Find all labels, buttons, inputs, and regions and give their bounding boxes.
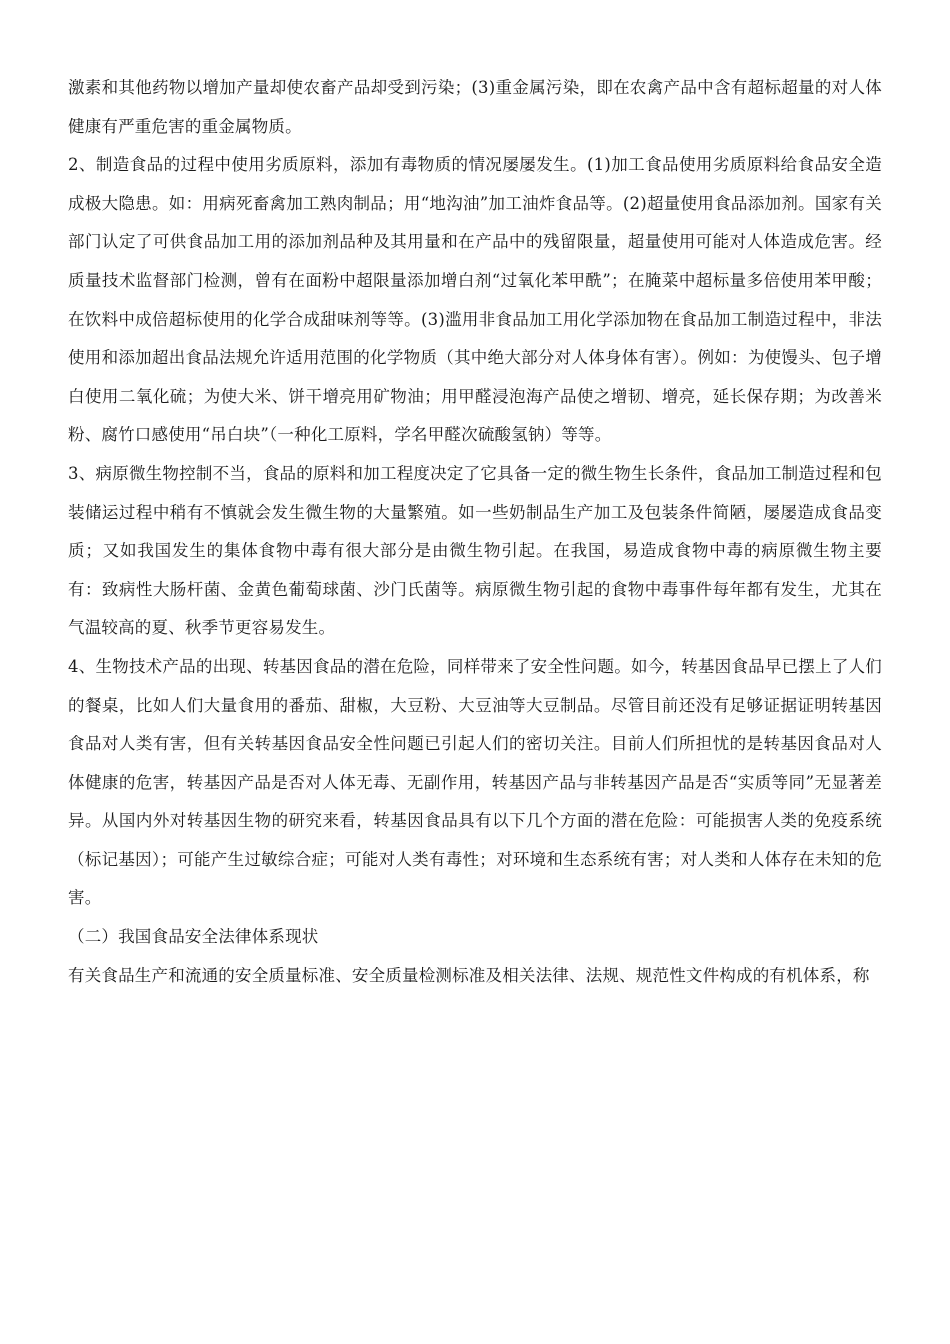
section-heading: （二）我国食品安全法律体系现状 (68, 927, 319, 947)
paragraph-gm-food: 4、生物技术产品的出现、转基因食品的潜在危险，同样带来了安全性问题。如今，转基因食品早已摆上了人们的餐桌，比如人们大量食用的番茄、甜椒，大豆粉、大豆油等大豆制品。尽管目前还没有足够证据证明转基因食品对人类有害，但有关转基因食品安全性问题已引起人们的密切关注。目前人们所担忧的是转基因食品对人体健康的危害，转基因产品是否对人体无毒、无副作用，转基因产品与非转基因产品是否“实质等同”无显著差异。从国内外对转基因生物的研究来看，转基因食品具有以下几个方面的潜在危险：可能损害人类的免疫系统（标记基因）；可能产生过敏综合症；可能对人类有毒性；对环境和生态系统有害；对人类和人体存在未知的危害。 (68, 656, 882, 908)
paragraph-microorganisms: 3、病原微生物控制不当，食品的原料和加工程度决定了它具备一定的微生物生长条件，食品加工制造过程和包装储运过程中稍有不慎就会发生微生物的大量繁殖。如一些奶制品生产加工及包装条件简陋，屡屡造成食品变质；又如我国发生的集体食物中毒有很大部分是由微生物引起。在我国，易造成食物中毒的病原微生物主要有：致病性大肠杆菌、金黄色葡萄球菌、沙门氏菌等。病原微生物引起的食物中毒事件每年都有发生，尤其在气温较高的夏、秋季节更容易发生。 (68, 463, 882, 638)
paragraph-legal-system: 有关食品生产和流通的安全质量标准、安全质量检测标准及相关法律、法规、规范性文件构成的有机体系，称 (68, 965, 870, 985)
document-page (68, 69, 882, 995)
paragraph-inferior-materials: 2、制造食品的过程中使用劣质原料，添加有毒物质的情况屡屡发生。(1)加工食品使用劣质原料给食品安全造成极大隐患。如：用病死畜禽加工熟肉制品；用“地沟油”加工油炸食品等。(2)超量使用食品添加剂。国家有关部门认定了可供食品加工用的添加剂品种及其用量和在产品中的残留限量，超量使用可能对人体造成危害。经质量技术监督部门检测，曾有在面粉中超限量添加增白剂“过氧化苯甲酰”；在腌菜中超标量多倍使用苯甲酸；在饮料中成倍超标使用的化学合成甜味剂等等。(3)滥用非食品加工用化学添加物在食品加工制造过程中，非法使用和添加超出食品法规允许适用范围的化学物质（其中绝大部分对人体身体有害）。例如：为使馒头、包子增白使用二氧化硫；为使大米、饼干增亮用矿物油；用甲醛浸泡海产品使之增韧、增亮，延长保存期；为改善米粉、腐竹口感使用“吊白块”（一种化工原料，学名甲醛次硫酸氢钠）等等。 (68, 155, 882, 445)
paragraph-heavy-metal: 激素和其他药物以增加产量却使农畜产品却受到污染；(3)重金属污染，即在农禽产品中含有超标超量的对人体健康有严重危害的重金属物质。 (68, 78, 882, 136)
